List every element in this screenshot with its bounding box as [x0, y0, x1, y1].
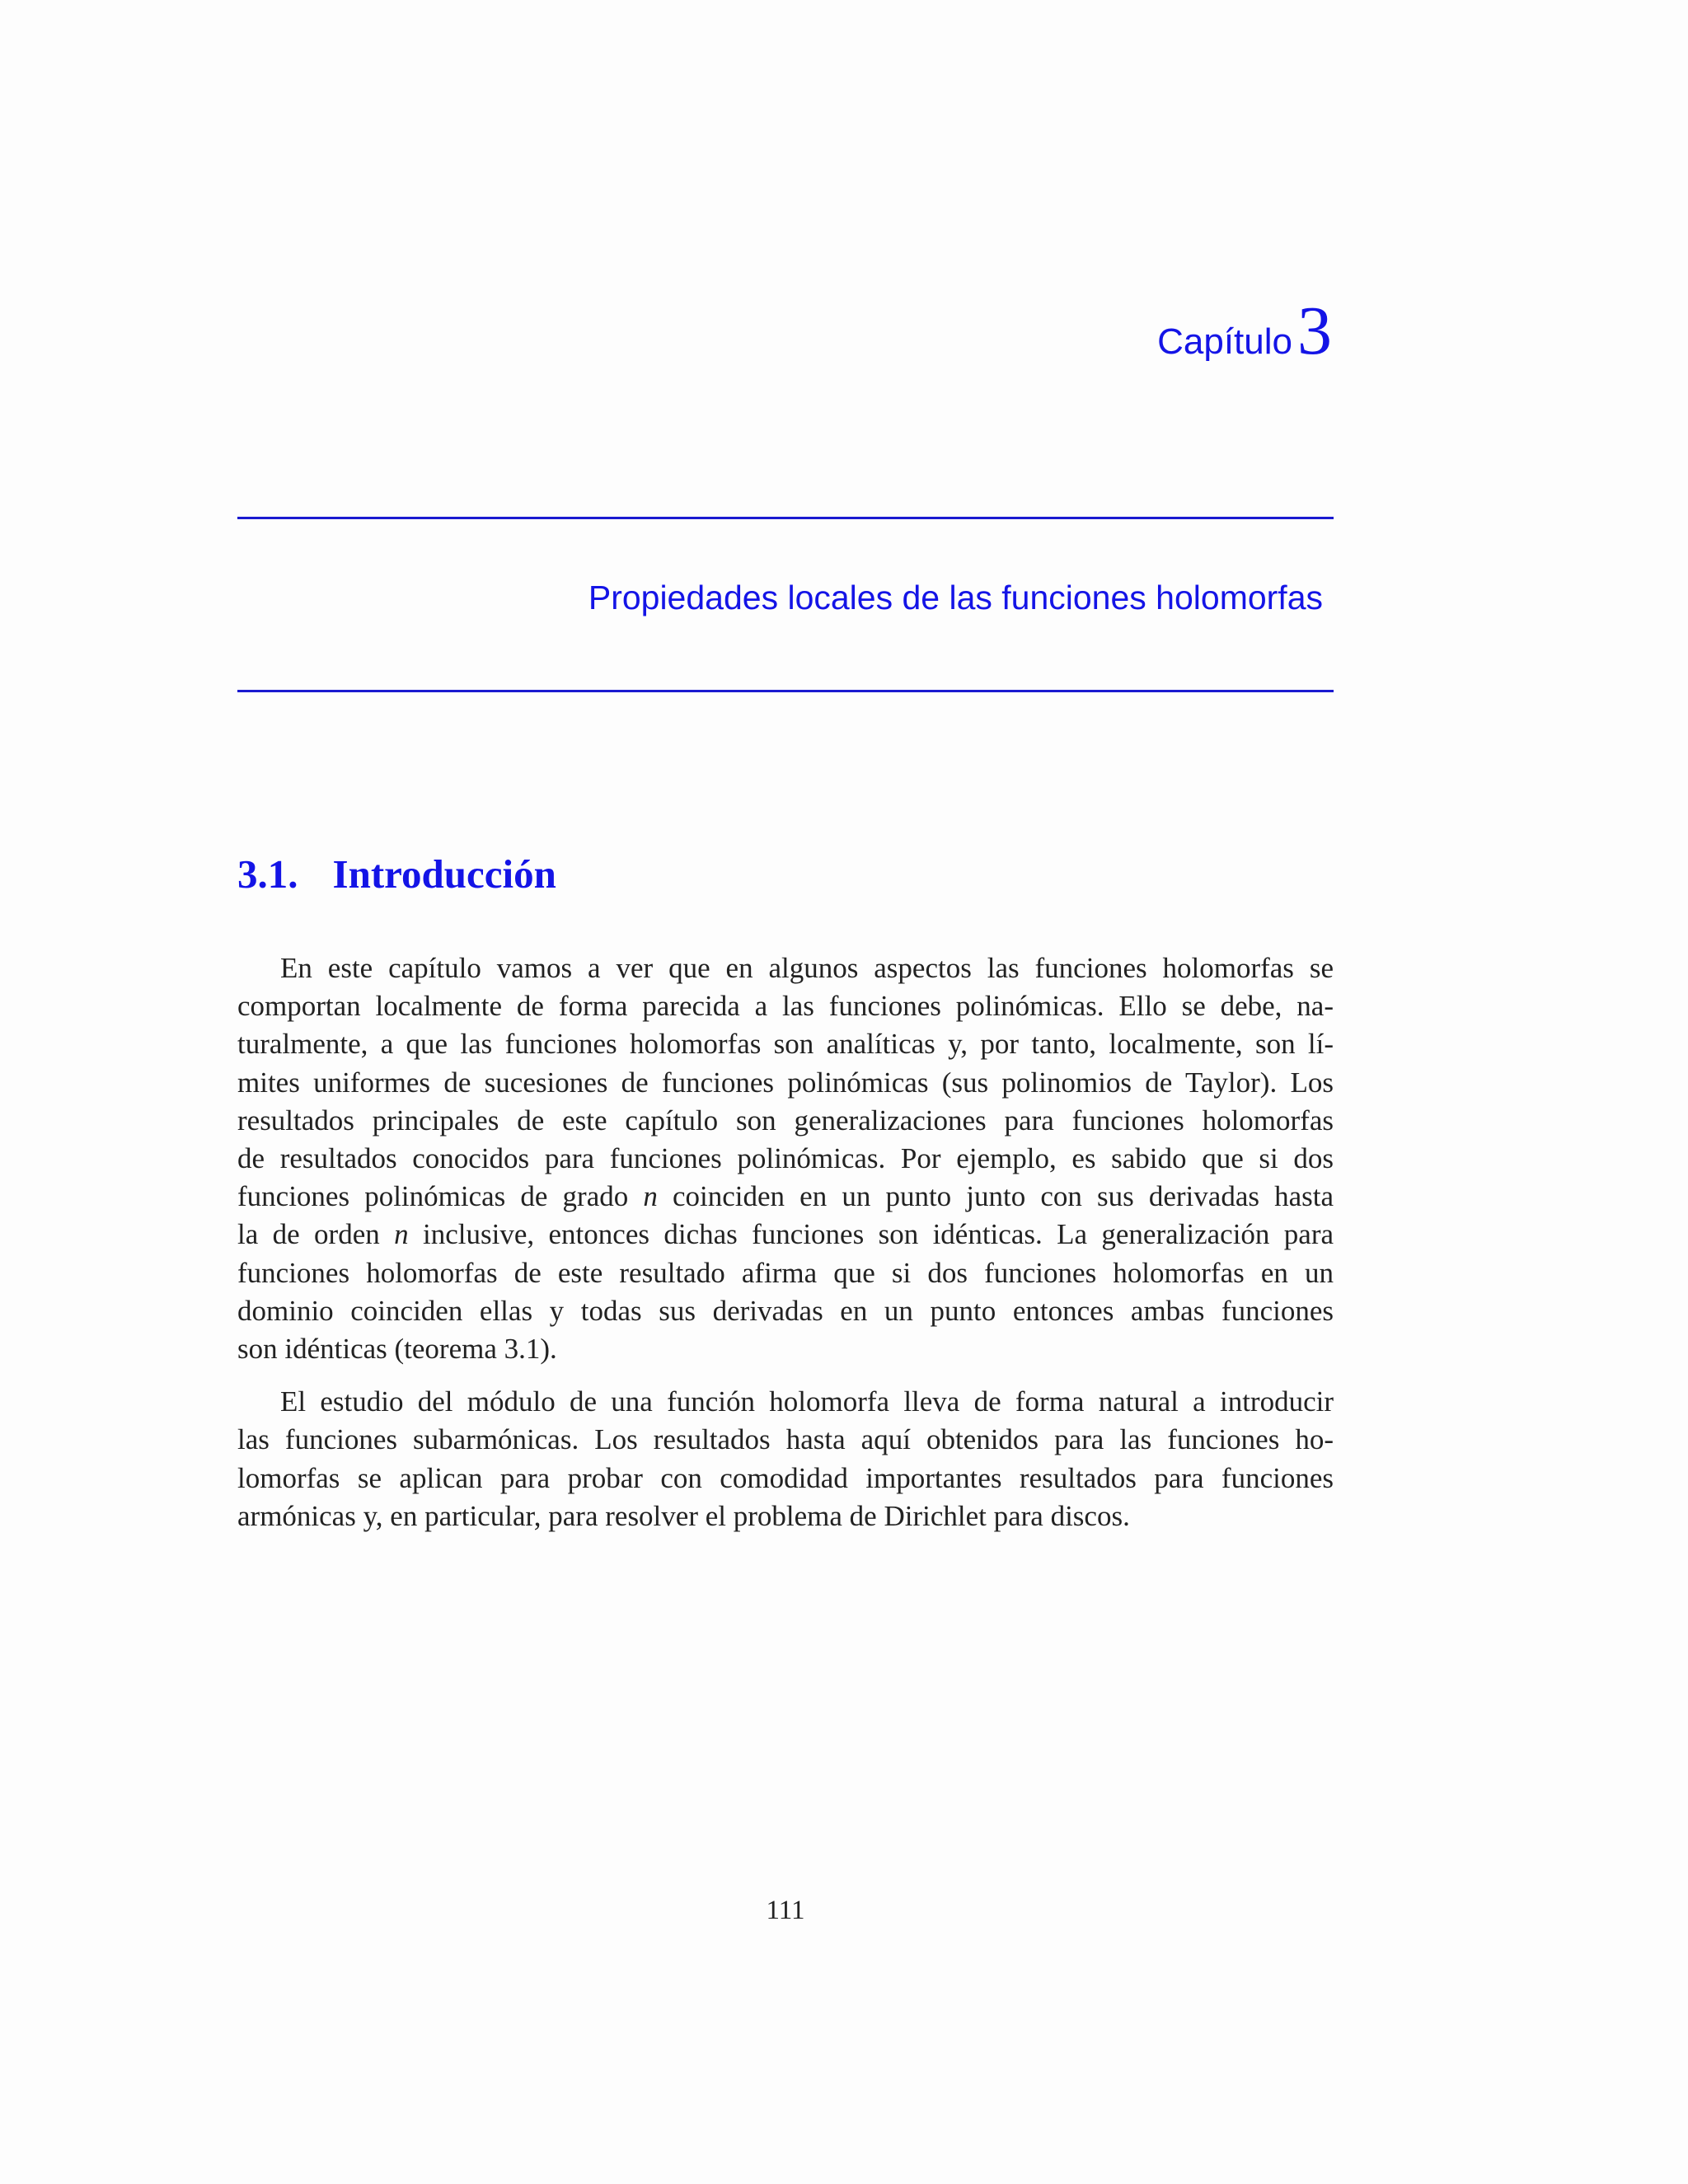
paragraph-line: funciones holomorfas de este resultado afirma que si dos funciones holomorfas en un: [237, 1256, 1334, 1289]
chapter-word: Capítulo: [1157, 321, 1292, 362]
paragraph-line: lomorfas se aplican para probar con comodidad importantes resultados para funciones: [237, 1461, 1334, 1494]
chapter-title-bottom-rule: [237, 690, 1334, 692]
paragraph-line: En este capítulo vamos a ver que en algunos aspectos las funciones holomorfas se: [280, 952, 1334, 984]
page-number: 111: [766, 1896, 805, 1925]
section-title: Introducción: [332, 851, 556, 897]
paragraph-line: turalmente, a que las funciones holomorfas son analíticas y, por tanto, localmente, son lí-: [237, 1028, 1334, 1061]
paragraph-line: armónicas y, en particular, para resolver el problema de Dirichlet para discos.: [237, 1499, 1130, 1532]
chapter-title-top-rule: [237, 517, 1334, 519]
chapter-number: 3: [1297, 293, 1332, 369]
paragraph-line: mites uniformes de sucesiones de funciones polinómicas (sus polinomios de Taylor). Los: [237, 1066, 1334, 1099]
paragraph-line: dominio coinciden ellas y todas sus derivadas en un punto entonces ambas funciones: [237, 1294, 1334, 1327]
section-heading: [237, 851, 556, 898]
paragraph-line: las funciones subarmónicas. Los resultados hasta aquí obtenidos para las funciones ho-: [237, 1423, 1334, 1456]
paragraph-line: de resultados conocidos para funciones polinómicas. Por ejemplo, es sabido que si dos: [237, 1142, 1334, 1175]
paragraph-2: [237, 1383, 1334, 1535]
section-number: 3.1.: [237, 851, 298, 897]
paragraph-line: son idénticas (teorema 3.1).: [237, 1333, 557, 1366]
paragraph-line: la de orden n inclusive, entonces dichas funciones son idénticas. La generalización para: [237, 1218, 1334, 1251]
paragraph-1: [237, 949, 1334, 1368]
paragraph-line: funciones polinómicas de grado n coinciden en un punto junto con sus derivadas hasta: [237, 1180, 1334, 1213]
paragraph-line: El estudio del módulo de una función holomorfa lleva de forma natural a introducir: [280, 1385, 1334, 1418]
chapter-title: Propiedades locales de las funciones holomorfas: [588, 579, 1323, 616]
body-text: [237, 949, 1334, 1535]
paragraph-line: comportan localmente de forma parecida a las funciones polinómicas. Ello se debe, na-: [237, 990, 1334, 1023]
paragraph-line: resultados principales de este capítulo son generalizaciones para funciones holomorfas: [237, 1104, 1334, 1137]
chapter-label: [1157, 293, 1332, 369]
